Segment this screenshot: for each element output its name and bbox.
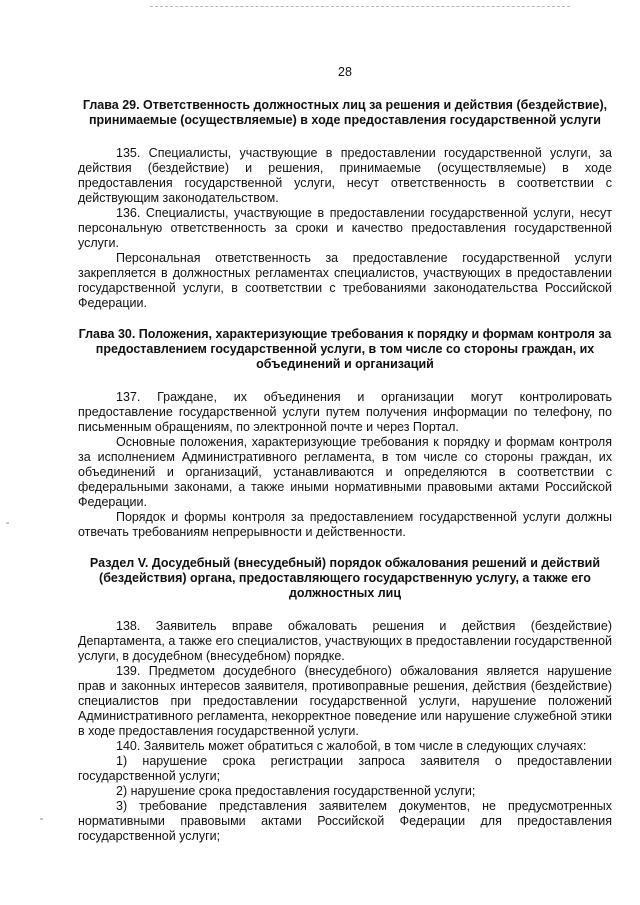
- paragraph-control-provisions: Основные положения, характеризующие требования к порядку и формам контроля за исполнением Административного регламента, в том числе со стороны граждан, их объединений и организаций, устанавливаются и определяются в соответствии с федеральными законами, а также иными нормативными правовыми актами Российской Федерации.: [78, 435, 612, 509]
- paragraph-138: 138. Заявитель вправе обжаловать решения и действия (бездействие) Департамента, а также его специалистов, участвующих в предоставлении государственной услуги, в досудебном (внесудебном) порядке.: [78, 619, 612, 663]
- list-item-3: 3) требование представления заявителем документов, не предусмотренных нормативными правовыми актами Российской Федерации для предоставления государственной услуги;: [78, 799, 612, 843]
- chapter-29-heading: Глава 29. Ответственность должностных лиц за решения и действия (бездействие), принимаемые (осуществляемые) в ходе предоставления государственной услуги: [82, 98, 608, 127]
- chapter-30-heading: Глава 30. Положения, характеризующие требования к порядку и формам контроля за предоставлением государственной услуги, в том числе со стороны граждан, их объединений и организаций: [78, 327, 612, 371]
- document-page: [78, 64, 612, 844]
- paragraph-140: 140. Заявитель может обратиться с жалобой, в том числе в следующих случаях:: [116, 739, 587, 753]
- paragraph-137: 137. Граждане, их объединения и организации могут контролировать предоставление государственной услуги путем получения информации по телефону, по письменным обращениям, по электронной почте и через Портал.: [78, 390, 612, 434]
- paragraph-personal-responsibility: Персональная ответственность за предоставление государственной услуги закрепляется в должностных регламентах специалистов, участвующих в предоставлении государственной услуги, в соответствии с требованиями законодательства Российской Федерации.: [78, 251, 612, 310]
- scan-artifact-line: [150, 6, 570, 9]
- section-5-heading: Раздел V. Досудебный (внесудебный) порядок обжалования решений и действий (бездействия) органа, предоставляющего государственную услугу, а также его должностных лиц: [89, 556, 601, 600]
- paragraph-135: 135. Специалисты, участвующие в предоставлении государственной услуги, за действия (бездействие) и решения, принимаемые (осуществляемые) в ходе предоставления государственной услуги, несут ответственность в соответствии с действующим законодательством.: [78, 146, 612, 205]
- paragraph-136: 136. Специалисты, участвующие в предоставлении государственной услуги, несут персональную ответственность за сроки и качество предоставления государственной услуги.: [78, 206, 612, 250]
- page-number: 28: [338, 65, 352, 79]
- paragraph-139: 139. Предметом досудебного (внесудебного) обжалования является нарушение прав и законных интересов заявителя, противоправные решения, действия (бездействие) специалистов при предоставлении государственной услуги, нарушение положений Административного регламента, некорректное поведение или нарушение служебной этики в ходе предоставления государственной услуги.: [78, 664, 612, 738]
- scan-artifact-dot: [6, 522, 9, 524]
- scan-artifact-dot: [40, 818, 43, 820]
- list-item-2: 2) нарушение срока предоставления государственной услуги;: [116, 784, 476, 798]
- paragraph-control-forms: Порядок и формы контроля за предоставлением государственной услуги должны отвечать требованиям непрерывности и действенности.: [78, 510, 612, 539]
- list-item-1: 1) нарушение срока регистрации запроса заявителя о предоставлении государственной услуги;: [78, 754, 612, 783]
